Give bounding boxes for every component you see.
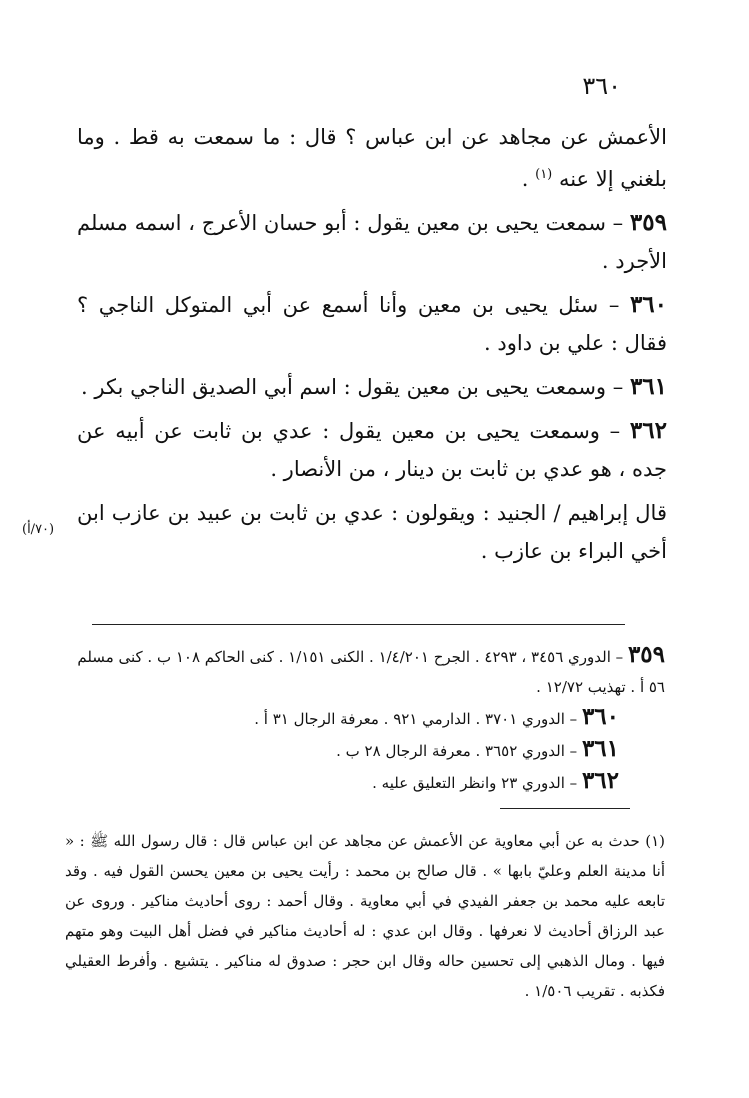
separator-line	[92, 624, 625, 625]
main-text	[77, 118, 667, 576]
reference-item	[65, 702, 665, 734]
entry-number: ٣٦٢	[629, 417, 667, 444]
footnote-marker: (١)	[535, 167, 553, 182]
paragraph-361	[77, 368, 667, 406]
paragraph-360	[77, 286, 667, 362]
entry-number: ٣٦٠	[629, 291, 667, 318]
paragraph-text: – وسمعت يحيى بن معين يقول : اسم أبي الصديق الناجي بكر .	[81, 375, 624, 399]
paragraph-continuation	[77, 118, 667, 198]
reference-number: ٣٦١	[581, 735, 619, 762]
reference-text: – الدوري ٢٣ وانظر التعليق عليه .	[372, 774, 578, 792]
reference-number: ٣٥٩	[627, 641, 665, 668]
page-number: ٣٦٠	[582, 72, 621, 100]
paragraph-end: .	[521, 167, 536, 191]
reference-text: – الدوري ٣٤٥٦ ، ٤٢٩٣ . الجرح ١/٤/٢٠١ . الكنى ١/١٥١ . كنى الحاكم ١٠٨ ب . كنى مسلم ٥٦ أ . تهذيب ١٢/٧٢ .	[77, 648, 665, 696]
paragraph-text: – سمعت يحيى بن معين يقول : أبو حسان الأعرج ، اسمه مسلم الأجرد .	[77, 211, 667, 273]
references-section	[65, 640, 665, 798]
paragraph-text: قال إبراهيم / الجنيد : ويقولون : عدي بن ثابت بن عبيد بن عازب ابن أخي البراء بن عازب .	[77, 501, 667, 563]
footnote: (١) حدث به عن أبي معاوية عن الأعمش عن مجاهد عن ابن عباس قال : قال رسول الله ﷺ : « أنا مدينة العلم وعليّ بابها » . قال صالح بن محمد : رأيت يحيى بن معين يحسن القول فيه . وقد تابعه عليه محمد بن جعفر الفيدي في أبي معاوية . وقال أحمد : روى أحاديث مناكير . وروى عن عبد الرزاق أحاديث لا نعرفها . وقال ابن عدي : له أحاديث مناكير في فضل أهل البيت وهو متهم فيها . ومال الذهبي إلى تحسين حاله وقال ابن حجر : صدوق له مناكير . يتشيع . وأفرط العقيلي فكذبه . تقريب ١/٥٠٦ .	[65, 832, 665, 1000]
paragraph-text: – وسمعت يحيى بن معين يقول : عدي بن ثابت عن أبيه عن جده ، هو عدي بن ثابت بن دينار ، من الأنصار .	[77, 419, 667, 481]
entry-number: ٣٥٩	[629, 209, 667, 236]
reference-item	[65, 640, 665, 702]
paragraph-text: – سئل يحيى بن معين وأنا أسمع عن أبي المتوكل الناجي ؟ فقال : علي بن داود .	[77, 293, 667, 355]
reference-number: ٣٦٢	[581, 767, 619, 794]
paragraph-quote	[77, 494, 667, 570]
reference-text: – الدوري ٣٦٥٢ . معرفة الرجال ٢٨ ب .	[336, 742, 578, 760]
paragraph-362	[77, 412, 667, 488]
entry-number: ٣٦١	[629, 373, 667, 400]
margin-folio-note: (٧٠/أ)	[22, 522, 55, 537]
reference-text: – الدوري ٣٧٠١ . الدارمي ٩٢١ . معرفة الرجال ٣١ أ .	[254, 710, 578, 728]
reference-number: ٣٦٠	[581, 703, 619, 730]
paragraph-359	[77, 204, 667, 280]
footnote-separator	[500, 808, 630, 809]
reference-item	[65, 734, 665, 766]
reference-item	[65, 766, 665, 798]
paragraph-text: الأعمش عن مجاهد عن ابن عباس ؟ قال : ما سمعت به قط . وما بلغني إلا عنه	[77, 125, 667, 191]
